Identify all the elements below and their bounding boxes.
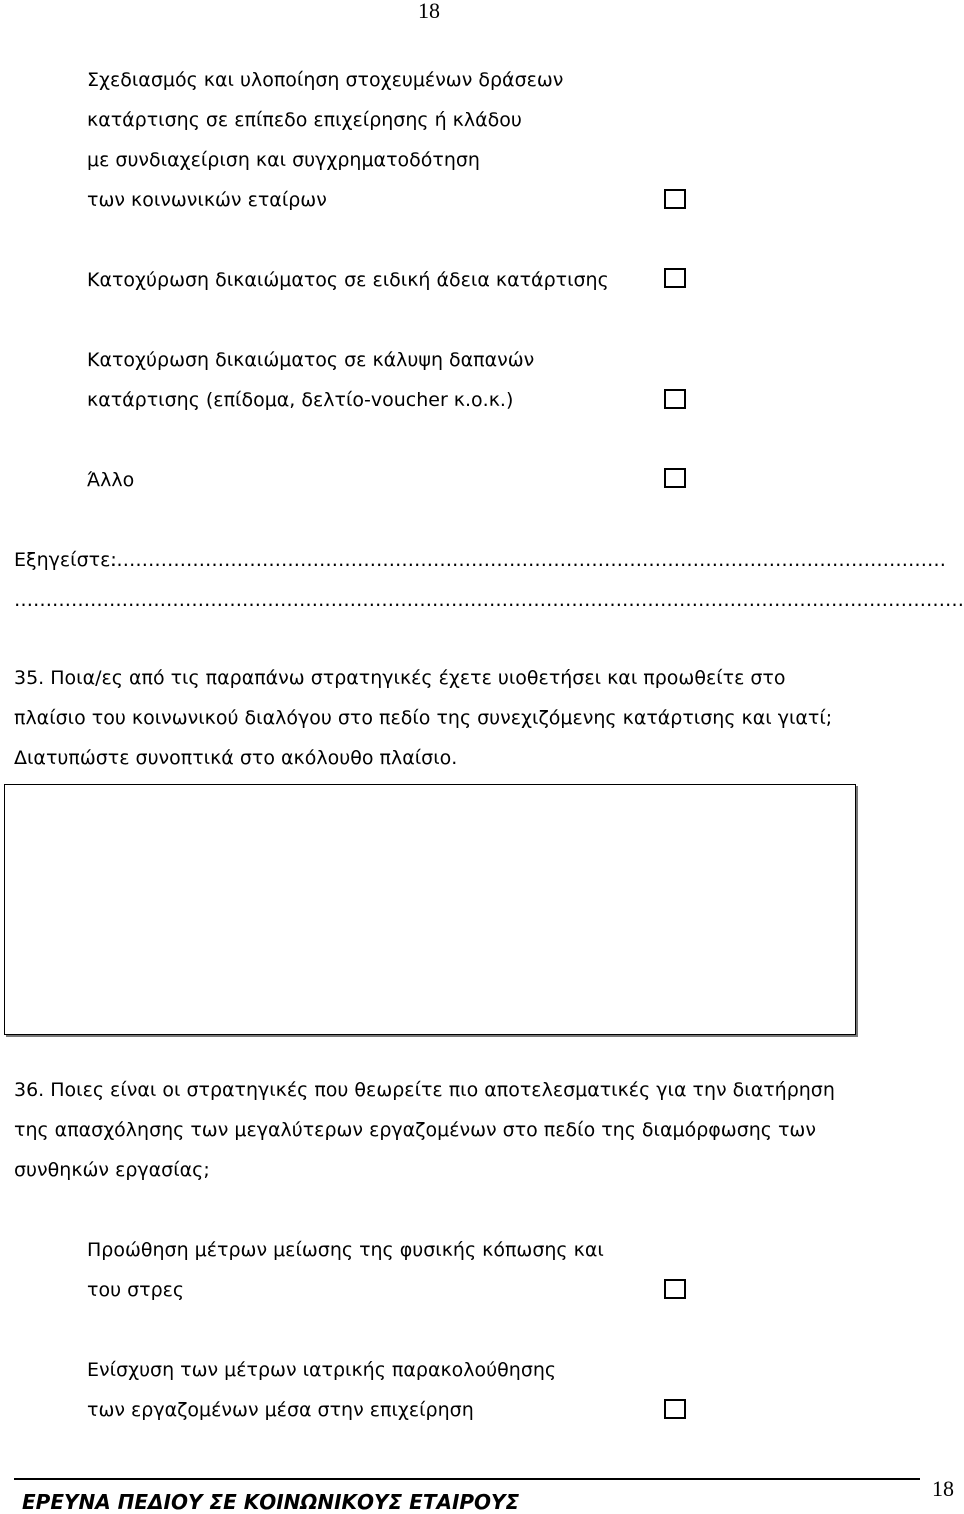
question-35-line-3: Διατυπώστε συνοπτικά στο ακόλουθο πλαίσιο. <box>14 747 458 769</box>
option-cost-coverage-line-1: Κατοχύρωση δικαιώματος σε κάλυψη δαπανών <box>87 349 535 371</box>
explain-dotted-line-1[interactable]: …………………………………………………………………………………………………………………… <box>110 549 946 571</box>
footer-title: ΕΡΕΥΝΑ ΠΕΔΙΟΥ ΣΕ ΚΟΙΝΩΝΙΚΟΥΣ ΕΤΑΙΡΟΥΣ <box>22 1490 520 1514</box>
explain-label: Εξηγείστε: <box>14 549 117 571</box>
option-joint-training-line-2: κατάρτισης σε επίπεδο επιχείρησης ή κλάδου <box>87 109 522 131</box>
option-cost-coverage-line-2: κατάρτισης (επίδομα, δελτίο-voucher κ.ο.κ.) <box>87 389 514 411</box>
question-35-line-1: 35. Ποια/ες από τις παραπάνω στρατηγικές έχετε υιοθετήσει και προωθείτε στο <box>14 667 786 689</box>
option-cost-coverage-checkbox[interactable] <box>664 389 686 409</box>
footer-rule <box>14 1478 920 1480</box>
option-medical-monitoring-line-2: των εργαζομένων μέσα στην επιχείρηση <box>87 1399 474 1421</box>
option-joint-training-line-4: των κοινωνικών εταίρων <box>87 189 327 211</box>
option-other-checkbox[interactable] <box>664 468 686 488</box>
option-fatigue-stress-line-1: Προώθηση μέτρων μείωσης της φυσικής κόπωσης και <box>87 1239 604 1261</box>
option-special-leave-checkbox[interactable] <box>664 268 686 288</box>
question-36-line-3: συνθηκών εργασίας; <box>14 1159 210 1181</box>
question-36-line-2: της απασχόλησης των μεγαλύτερων εργαζομένων στο πεδίο της διαμόρφωσης των <box>14 1119 816 1141</box>
option-medical-monitoring-line-1: Ενίσχυση των μέτρων ιατρικής παρακολούθησης <box>87 1359 557 1381</box>
footer-page-number: 18 <box>932 1476 954 1501</box>
option-joint-training-checkbox[interactable] <box>664 189 686 209</box>
option-other-label: Άλλο <box>87 469 135 491</box>
option-joint-training-line-1: Σχεδιασμός και υλοποίηση στοχευμένων δράσεων <box>87 69 564 91</box>
option-special-leave-line-1: Κατοχύρωση δικαιώματος σε ειδική άδεια κατάρτισης <box>87 269 609 291</box>
option-joint-training-line-3: με συνδιαχείριση και συγχρηματοδότηση <box>87 149 480 171</box>
option-fatigue-stress-line-2: του στρες <box>87 1279 185 1301</box>
option-medical-monitoring-checkbox[interactable] <box>664 1399 686 1419</box>
question-35-answer-box[interactable] <box>4 784 856 1035</box>
question-35-line-2: πλαίσιο του κοινωνικού διαλόγου στο πεδίο της συνεχιζόμενης κατάρτισης και γιατί; <box>14 707 833 729</box>
page-number-top: 18 <box>418 0 440 23</box>
option-fatigue-stress-checkbox[interactable] <box>664 1279 686 1299</box>
question-36-line-1: 36. Ποιες είναι οι στρατηγικές που θεωρείτε πιο αποτελεσματικές για την διατήρηση <box>14 1079 835 1101</box>
explain-dotted-line-2[interactable]: …………………………………………………………………………………………………………………………………… <box>14 589 964 611</box>
